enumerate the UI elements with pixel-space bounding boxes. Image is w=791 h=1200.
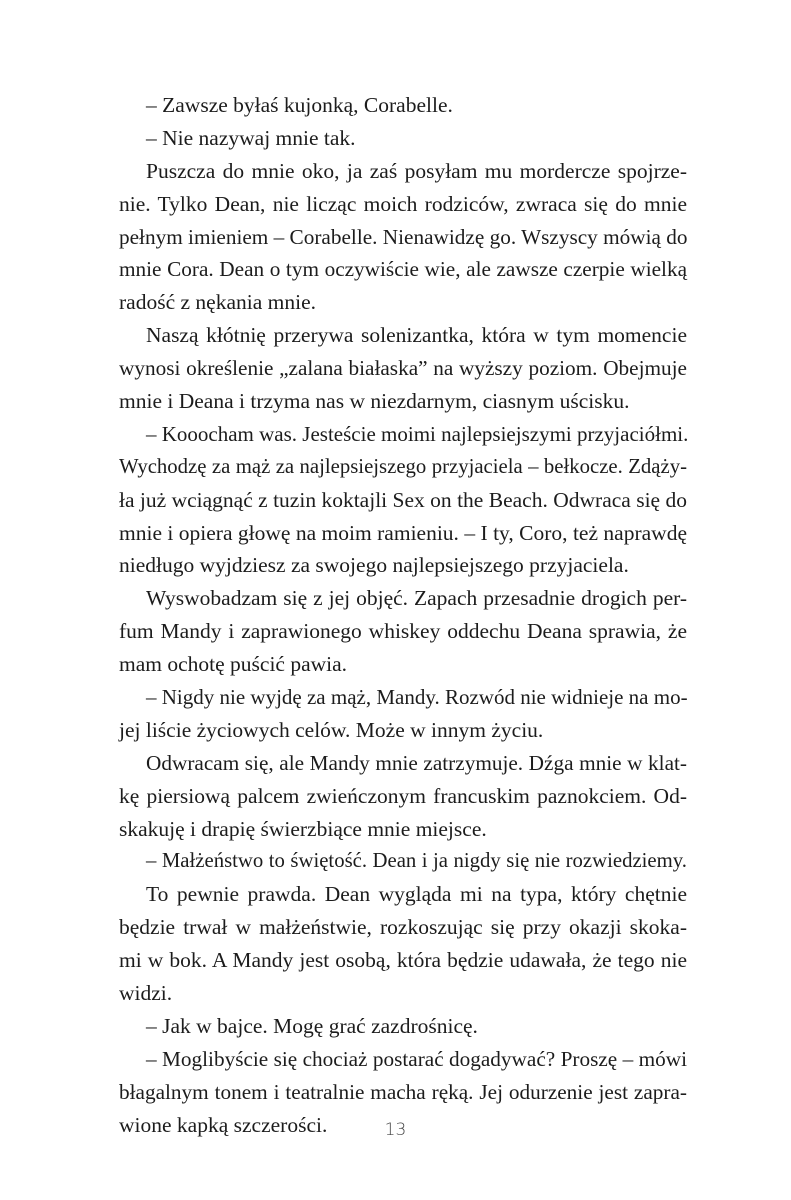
text-line: – Kooocham was. Jesteście moimi najlepsiejszymi przyjaciółmi. (146, 421, 689, 446)
text-line: mnie Cora. Dean o tym oczywiście wie, ale zawsze czerpie wielką (119, 257, 687, 282)
text-line: wione kapką szczerości. (119, 1112, 328, 1137)
text-line: – Nigdy nie wyjdę za mąż, Mandy. Rozwód nie widnieje na mo- (146, 685, 688, 710)
text-line: mi w bok. A Mandy jest osobą, która będzie udawała, że tego nie (119, 948, 687, 973)
text-line: – Zawsze byłaś kujonką, Corabelle. (146, 93, 453, 117)
text-line: Wyswobadzam się z jej objęć. Zapach przesadnie drogich per- (146, 586, 687, 611)
text-line: jej liście życiowych celów. Może w innym życiu. (119, 717, 544, 742)
text-line: widzi. (119, 981, 173, 1006)
text-line: błagalnym tonem i teatralnie macha ręką. Jej odurzenie jest zapra- (119, 1079, 687, 1104)
text-line: będzie trwał w małżeństwie, rozkoszując się przy okazji skoka- (119, 915, 687, 940)
text-line: ła już wciągnąć z tuzin koktajli Sex on the Beach. Odwraca się do (119, 487, 687, 512)
text-line: niedługo wyjdziesz za swojego najlepsiejszego przyjaciela. (119, 553, 629, 578)
text-line: radość z nękania mnie. (119, 290, 316, 315)
text-line: Puszcza do mnie oko, ja zaś posyłam mu mordercze spojrze- (146, 158, 687, 183)
text-line: wynosi określenie „zalana białaska” na wyższy poziom. Obejmuje (119, 356, 687, 381)
text-line: kę piersiową palcem zwieńczonym francuskim paznokciem. Od- (119, 783, 687, 808)
text-line: – Nie nazywaj mnie tak. (146, 125, 356, 150)
text-line: – Jak w bajce. Mogę grać zazdrośnicę. (146, 1013, 478, 1038)
text-line: Odwracam się, ale Mandy mnie zatrzymuje. Dźga mnie w klat- (146, 750, 687, 775)
text-line: mnie i opiera głowę na moim ramieniu. – I ty, Coro, też naprawdę (119, 520, 687, 545)
text-line: To pewnie prawda. Dean wygląda mi na typa, który chętnie (146, 882, 687, 907)
text-line: nie. Tylko Dean, nie licząc moich rodziców, zwraca się do mnie (119, 191, 687, 216)
text-line: – Moglibyście się chociaż postarać dogadywać? Proszę – mówi (146, 1046, 687, 1071)
text-line: skakuję i drapię świerzbiące mnie miejsce. (119, 816, 487, 841)
text-line: fum Mandy i zaprawionego whiskey oddechu Deana sprawia, że (119, 619, 687, 644)
text-line: Naszą kłótnię przerywa solenizantka, która w tym momencie (146, 323, 687, 348)
page-body (119, 89, 687, 1142)
text-line: mnie i Deana i trzyma nas w niezdarnym, ciasnym uścisku. (119, 389, 630, 414)
page-number: 13 (384, 1120, 407, 1140)
text-line: Wychodzę za mąż za najlepsiejszego przyjaciela – bełkocze. Zdąży- (119, 455, 687, 478)
text-line: – Małżeństwo to świętość. Dean i ja nigdy się nie rozwiedziemy. (146, 850, 687, 873)
text-line: mam ochotę puścić pawia. (119, 652, 348, 677)
text-line: pełnym imieniem – Corabelle. Nienawidzę go. Wszyscy mówią do (119, 224, 688, 249)
